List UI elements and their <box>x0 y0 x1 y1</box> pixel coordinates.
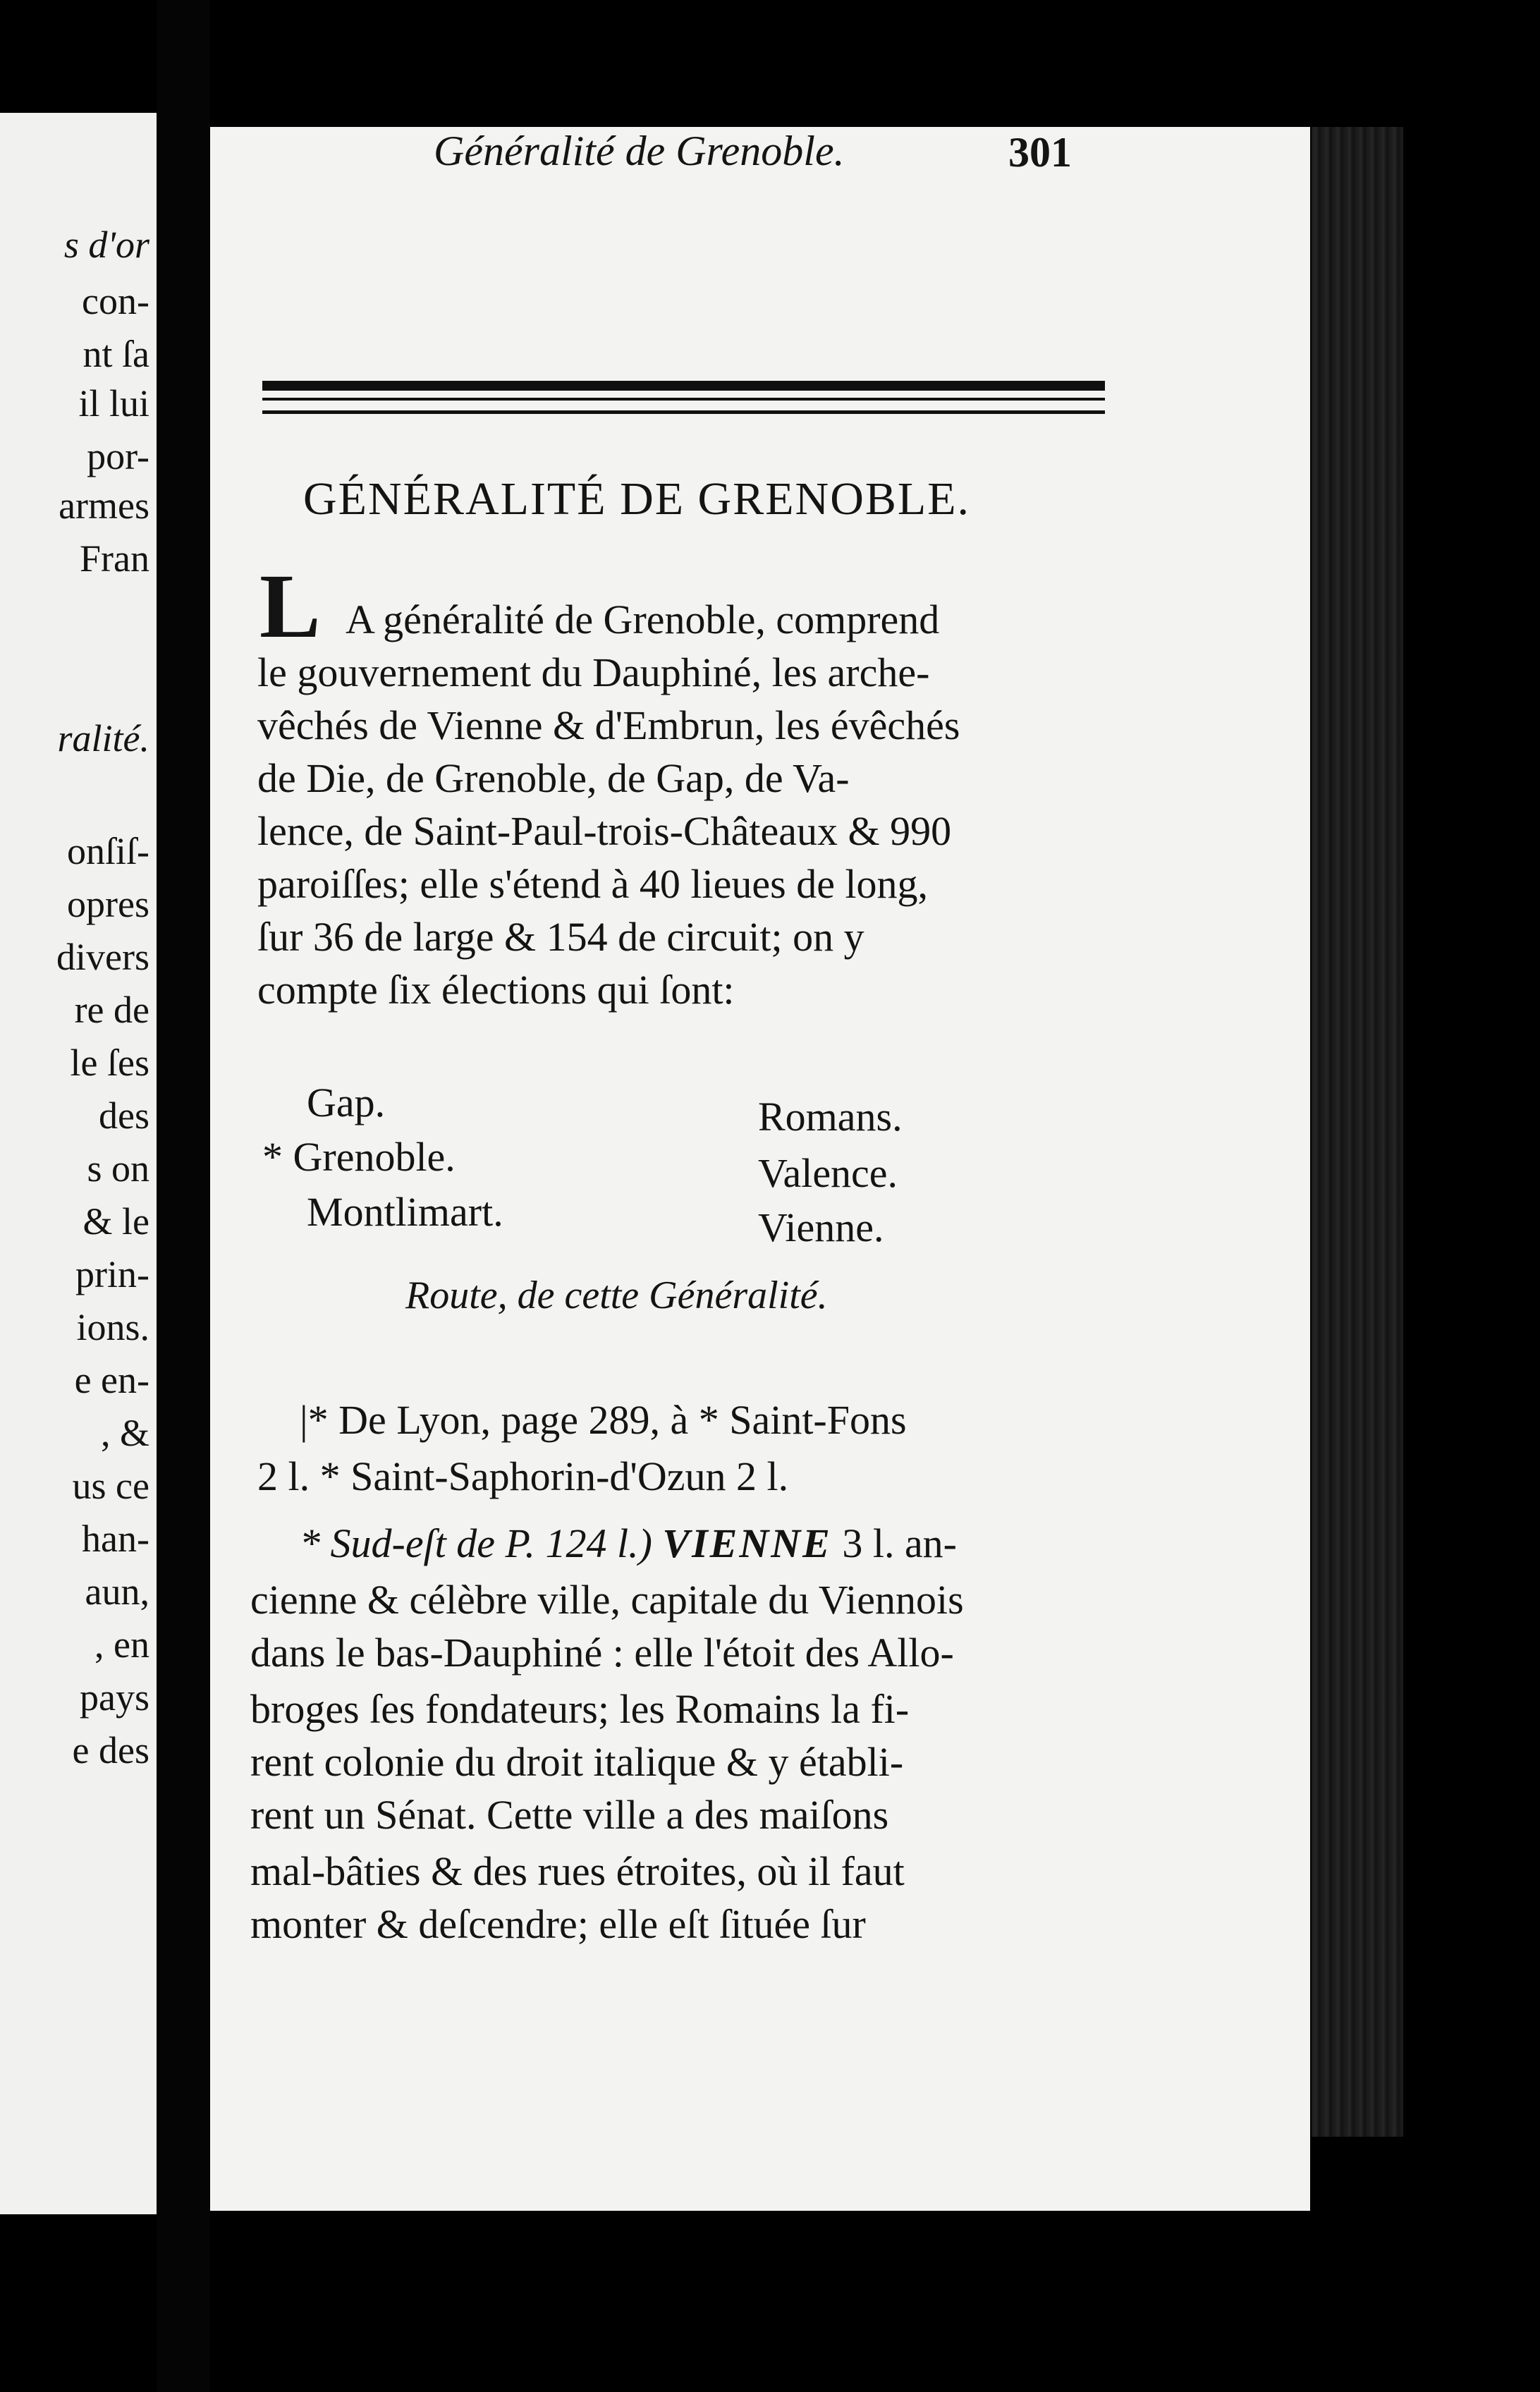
intro-line: lence, de Saint-Paul-trois-Châteaux & 990 <box>257 808 952 854</box>
left-page-fragment: con- <box>82 280 149 322</box>
intro-line: A généralité de Grenoble, comprend <box>346 597 940 642</box>
left-page-fragment: , & <box>100 1412 149 1454</box>
left-page-fragment: e des <box>72 1729 149 1771</box>
left-page-fragment: le ſes <box>70 1042 149 1084</box>
left-page-fragment: onſiſ- <box>67 830 149 872</box>
vienne-first-line <box>300 1520 957 1566</box>
header-rule-thin <box>262 398 1105 401</box>
running-head: Généralité de Grenoble. <box>434 128 845 174</box>
left-page-fragment: il lui <box>78 382 149 425</box>
left-facing-page <box>0 113 157 2214</box>
route-line-1: |* De Lyon, page 289, à * Saint-Fons <box>300 1397 907 1443</box>
drop-cap: L <box>259 556 321 657</box>
left-page-fragment: opres <box>67 883 149 925</box>
election-left-3: Montlimart. <box>307 1189 503 1235</box>
vienne-paragraph-line: rent un Sénat. Cette ville a des maiſons <box>250 1792 889 1838</box>
section-title: GÉNÉRALITÉ DE GRENOBLE. <box>303 473 971 525</box>
book-page-edges <box>1312 127 1403 2137</box>
election-left-1: Gap. <box>307 1080 386 1125</box>
left-page-fragment: s on <box>87 1147 149 1190</box>
intro-line: compte ſix élections qui ſont: <box>257 967 735 1013</box>
left-page-fragment: han- <box>82 1518 149 1560</box>
intro-line: de Die, de Grenoble, de Gap, de Va- <box>257 755 850 801</box>
left-page-fragment: us ce <box>72 1465 149 1507</box>
vienne-name: VIENNE <box>662 1520 832 1566</box>
left-page-fragment: pays <box>80 1676 149 1719</box>
book-gutter <box>157 0 210 2392</box>
intro-line: le gouvernement du Dauphiné, les arche- <box>257 649 930 695</box>
vienne-paragraph-line: dans le bas-Dauphiné : elle l'étoit des Allo- <box>250 1630 954 1676</box>
left-page-fragment: nt ſa <box>82 333 149 375</box>
left-page-fragment: re de <box>74 989 149 1031</box>
vienne-paragraph-line: cienne & célèbre ville, capitale du Viennois <box>250 1577 964 1623</box>
header-rule-thin-2 <box>262 410 1105 414</box>
election-left-2: * Grenoble. <box>262 1134 456 1180</box>
intro-line: paroiſſes; elle s'étend à 40 lieues de long, <box>257 861 929 907</box>
intro-line: ſur 36 de large & 154 de circuit; on y <box>257 914 864 960</box>
left-page-fragment: prin- <box>75 1253 149 1295</box>
left-page-fragment: por- <box>87 435 149 477</box>
left-page-fragment: Fran <box>80 537 149 580</box>
left-page-fragment: ions. <box>76 1306 149 1348</box>
election-right-1: Romans. <box>758 1094 903 1140</box>
route-line-2: 2 l. * Saint-Saphorin-d'Ozun 2 l. <box>257 1453 789 1499</box>
left-page-fragment: , en <box>94 1623 149 1666</box>
left-page-fragment: ralité. <box>57 717 149 759</box>
vienne-direction: * Sud-eſt de P. 124 l.) <box>300 1520 652 1566</box>
intro-line: vêchés de Vienne & d'Embrun, les évêchés <box>257 702 960 748</box>
left-page-fragment: divers <box>56 936 149 978</box>
header-rule-thick <box>262 381 1105 391</box>
left-page-fragment: des <box>99 1094 149 1137</box>
left-page-fragment: aun, <box>85 1570 149 1613</box>
left-page-fragment: e en- <box>74 1359 149 1401</box>
vienne-paragraph-line: broges ſes fondateurs; les Romains la fi- <box>250 1686 910 1732</box>
left-page-fragment: armes <box>59 484 149 527</box>
election-right-2: Valence. <box>758 1150 898 1196</box>
vienne-paragraph-line: monter & deſcendre; elle eſt ſituée ſur <box>250 1901 866 1947</box>
vienne-paragraph-line: rent colonie du droit italique & y établi- <box>250 1739 904 1785</box>
page-number: 301 <box>1008 129 1072 176</box>
left-page-fragment: & le <box>82 1200 149 1243</box>
vienne-paragraph-line: mal-bâties & des rues étroites, où il faut <box>250 1848 905 1894</box>
vienne-distance: 3 l. an- <box>842 1520 957 1566</box>
election-right-3: Vienne. <box>758 1204 884 1250</box>
route-subheading: Route, de cette Généralité. <box>405 1274 828 1317</box>
left-page-fragment: s d'or <box>63 224 149 266</box>
